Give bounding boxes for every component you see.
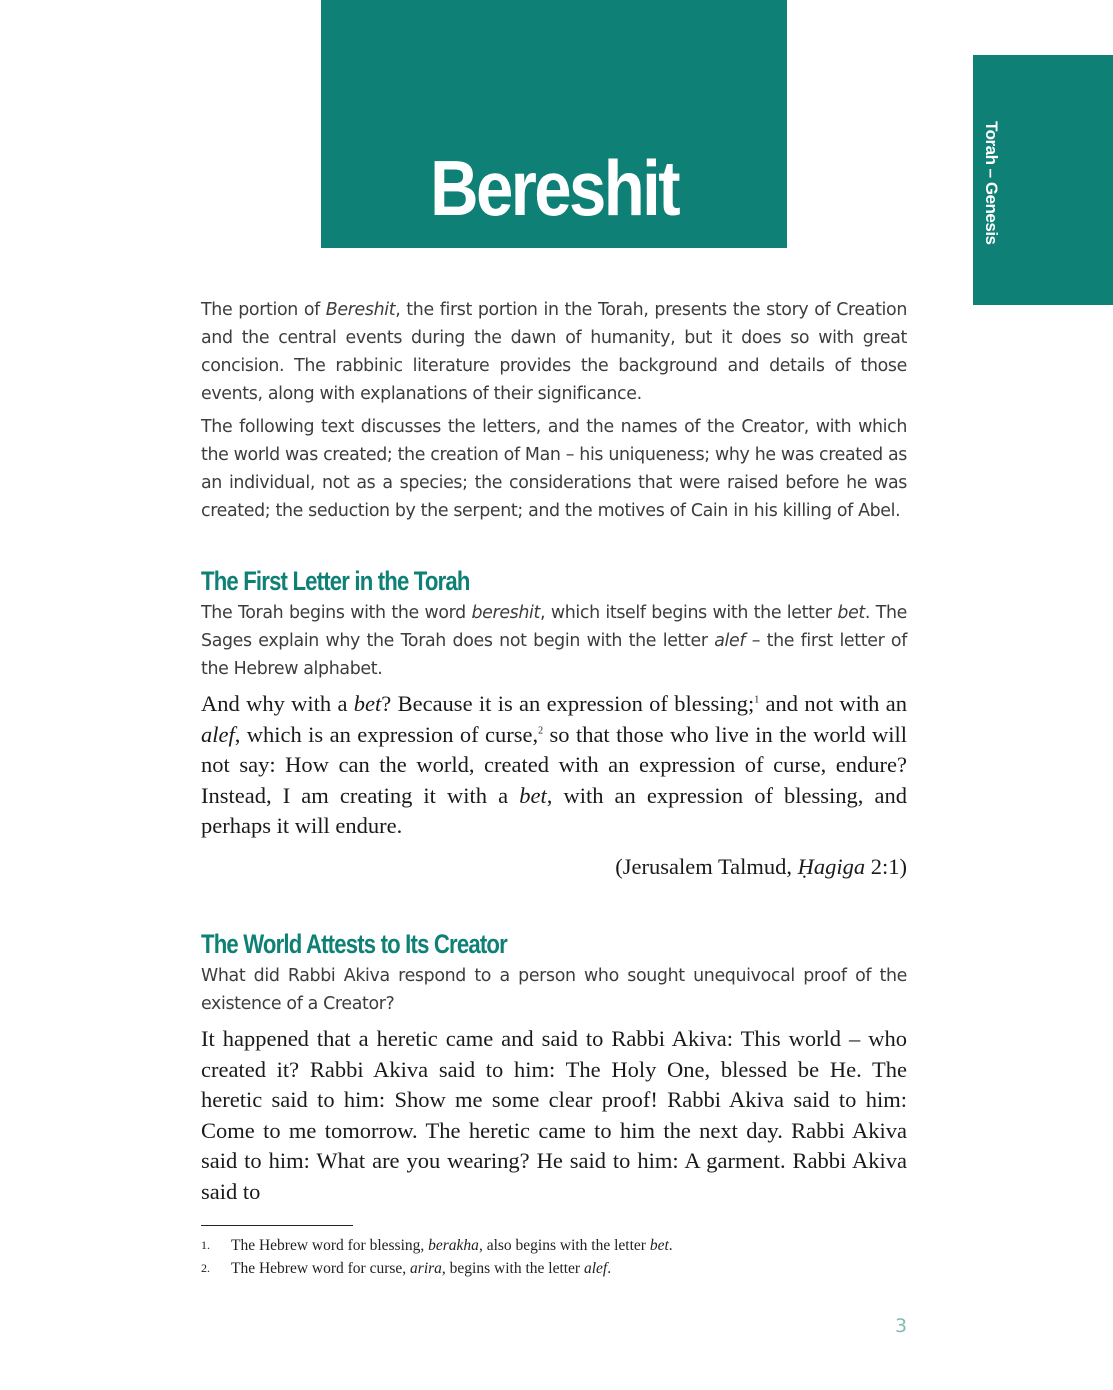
footnote-ref-1: 1 — [754, 694, 760, 706]
section-first-letter — [201, 566, 907, 880]
chapter-tab — [973, 55, 1113, 305]
intro-section — [201, 296, 907, 525]
footnote-ref-2: 2 — [538, 725, 544, 736]
source-text: It happened that a heretic came and said to Rabbi Akiva: This world – who created it? Rabbi Akiva said to him: The Holy One, blessed be He. The heretic said to him: Show me some clear proof! Rabbi Akiva said to him: Come to me tomorrow. The heretic came to him the next day. Rabbi Akiva said to him: What are you wearing? He said to him: A garment. Rabbi Akiva said to — [201, 1026, 907, 1204]
intro-paragraph-1: The portion of Bereshit, the first portion in the Torah, presents the story of Creation and the central events during the dawn of humanity, but it does so with great concision. The rabbinic literature provides the background and details of those events, along with explanations of their significance. — [201, 300, 907, 404]
section-world-attests — [201, 929, 907, 1207]
footnote-divider — [201, 1225, 353, 1226]
page-number: 3 — [895, 1315, 908, 1337]
footnotes — [201, 1234, 907, 1280]
footnote-item: 1. The Hebrew word for blessing, berakha, also begins with the letter bet. — [201, 1237, 673, 1254]
section-heading: The First Letter in the Torah — [201, 566, 470, 596]
citation: (Jerusalem Talmud, Ḥagiga 2:1) — [615, 853, 907, 879]
footnote-item: 2. The Hebrew word for curse, arira, begins with the letter alef. — [201, 1260, 612, 1277]
section-question: The Torah begins with the word bereshit, which itself begins with the letter bet. The Sages explain why the Torah does not begin with the letter alef – the first letter of the Hebrew alphabet. — [201, 603, 908, 679]
chapter-tab-label: Torah – Genesis — [982, 121, 1001, 245]
title-banner — [321, 0, 787, 248]
section-heading: The World Attests to Its Creator — [201, 929, 507, 959]
section-question: What did Rabbi Akiva respond to a person who sought unequivocal proof of the existence of a Creator? — [201, 966, 907, 1014]
intro-paragraph-2: The following text discusses the letters, and the names of the Creator, with which the world was created; the creation of Man – his uniqueness; why he was created as an individual, not as a species; the considerations that were raised before he was created; the seduction by the serpent; and the motives of Cain in his killing of Abel. — [201, 417, 907, 521]
source-text: And why with a bet? Because it is an expression of blessing;$^1$ and not with an alef, which is an expression of curse,$^2$ so that those who live in the world will not say: How can the world, created with an expression of curse, endure? Instead, I am creating it with a bet, with an expression of blessing, and perhaps it will endure. — [201, 691, 908, 838]
page-title: Bereshit — [430, 144, 678, 232]
